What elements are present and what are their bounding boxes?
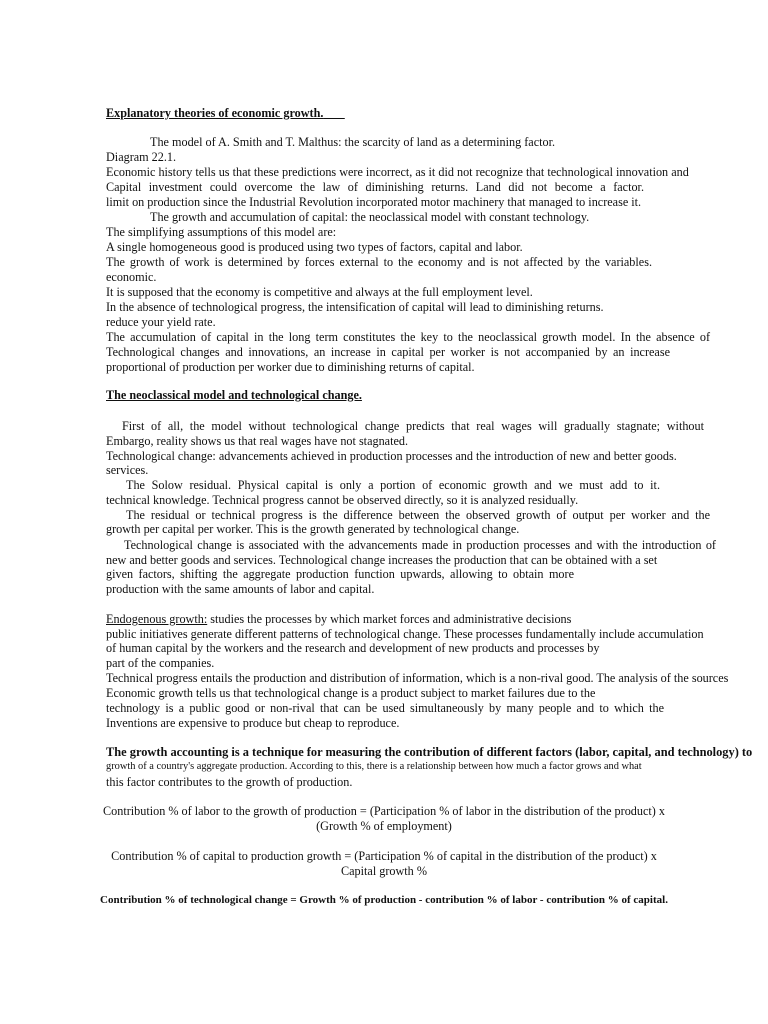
formula-capital-cont: Capital growth % <box>341 864 427 878</box>
paragraph-line: of human capital by the workers and the research and development of new products and processes by <box>106 641 600 655</box>
section-heading-neoclassical: The neoclassical model and technological change. <box>106 388 362 402</box>
paragraph-line: The simplifying assumptions of this model are: <box>106 225 337 239</box>
paragraph-line: It is supposed that the economy is competitive and always at the full employment level. <box>106 285 533 299</box>
formula-labor: Contribution % of labor to the growth of production = (Participation % of labor in the distribution of the product) x <box>103 804 665 818</box>
paragraph-line: Technological change: advancements achieved in production processes and the introduction of new and better goods. <box>106 449 677 463</box>
paragraph-line: The growth and accumulation of capital: the neoclassical model with constant technology. <box>150 210 590 224</box>
paragraph-line-endogenous <box>106 612 710 626</box>
paragraph-line: growth per capital per worker. This is the growth generated by technological change. <box>106 522 520 536</box>
heading-text: Explanatory theories of economic growth. <box>106 106 324 120</box>
paragraph-line: technology is a public good or non-rival that can be used simultaneously by many people and to which the <box>106 701 664 715</box>
growth-accounting-line: this factor contributes to the growth of production. <box>106 775 353 789</box>
growth-accounting-lead: The growth accounting is a technique for measuring the contribution of different factors (labor, capital, and technology) to <box>106 745 753 759</box>
growth-accounting-line: growth of a country's aggregate production. According to this, there is a relationship between how much a factor grows and what <box>106 761 642 772</box>
paragraph-line: A single homogeneous good is produced using two types of factors, capital and labor. <box>106 240 523 254</box>
paragraph-line: Economic history tells us that these predictions were incorrect, as it did not recognize that technological innovation and <box>106 165 689 179</box>
paragraph-line-text: studies the processes by which market forces and administrative decisions <box>207 612 572 626</box>
paragraph-line: proportional of production per worker due to diminishing returns of capital. <box>106 360 475 374</box>
paragraph-line: Capital investment could overcome the law of diminishing returns. Land did not become a factor. <box>106 180 644 194</box>
paragraph-line: limit on production since the Industrial Revolution incorporated motor machinery that managed to increase it. <box>106 195 642 209</box>
paragraph-line: services. <box>106 463 149 477</box>
paragraph-line: reduce your yield rate. <box>106 315 216 329</box>
paragraph-line: Diagram 22.1. <box>106 150 177 164</box>
formula-technological-change: Contribution % of technological change = Growth % of production - contribution % of labor - contribution % of capital. <box>100 894 668 906</box>
paragraph-line: economic. <box>106 270 157 284</box>
paragraph-line: In the absence of technological progress, the intensification of capital will lead to diminishing returns. <box>106 300 604 314</box>
paragraph-line: part of the companies. <box>106 656 215 670</box>
paragraph-line: Inventions are expensive to produce but cheap to reproduce. <box>106 716 400 730</box>
paragraph-line: Economic growth tells us that technological change is a product subject to market failures due to the <box>106 686 596 700</box>
paragraph-line: technical knowledge. Technical progress cannot be observed directly, so it is analyzed residually. <box>106 493 579 507</box>
endogenous-growth-label: Endogenous growth: <box>106 612 208 626</box>
paragraph-line: The Solow residual. Physical capital is only a portion of economic growth and we must add to it. <box>126 478 660 492</box>
paragraph-line: new and better goods and services. Technological change increases the production that can be obtained with a set <box>106 553 658 567</box>
paragraph-line: The growth of work is determined by forces external to the economy and is not affected by the variables. <box>106 255 652 269</box>
paragraph-line: Technical progress entails the production and distribution of information, which is a non-rival good. The analysis of the sources <box>106 671 729 685</box>
paragraph-line: production with the same amounts of labor and capital. <box>106 582 375 596</box>
formula-labor-cont: (Growth % of employment) <box>316 819 452 833</box>
paragraph-line: The accumulation of capital in the long term constitutes the key to the neoclassical growth model. In the absence of <box>106 330 710 344</box>
paragraph-line: public initiatives generate different patterns of technological change. These processes fundamentally include accumulation <box>106 627 704 641</box>
paragraph-line: The residual or technical progress is the difference between the observed growth of output per worker and the <box>126 508 710 522</box>
paragraph-line: given factors, shifting the aggregate production function upwards, allowing to obtain more <box>106 567 574 581</box>
formula-capital: Contribution % of capital to production growth = (Participation % of capital in the distribution of the product) x <box>111 849 657 863</box>
paragraph-line: The model of A. Smith and T. Malthus: the scarcity of land as a determining factor. <box>150 135 556 149</box>
heading-underline-pad <box>323 106 344 120</box>
paragraph-line: Technological changes and innovations, an increase in capital per worker is not accompanied by an increase <box>106 345 670 359</box>
paragraph-line: Technological change is associated with the advancements made in production processes and with the introduction of <box>124 538 716 552</box>
paragraph-line: Embargo, reality shows us that real wages have not stagnated. <box>106 434 409 448</box>
paragraph-line: First of all, the model without technological change predicts that real wages will gradually stagnate; without <box>122 419 704 433</box>
section-heading-explanatory-theories <box>106 106 710 120</box>
